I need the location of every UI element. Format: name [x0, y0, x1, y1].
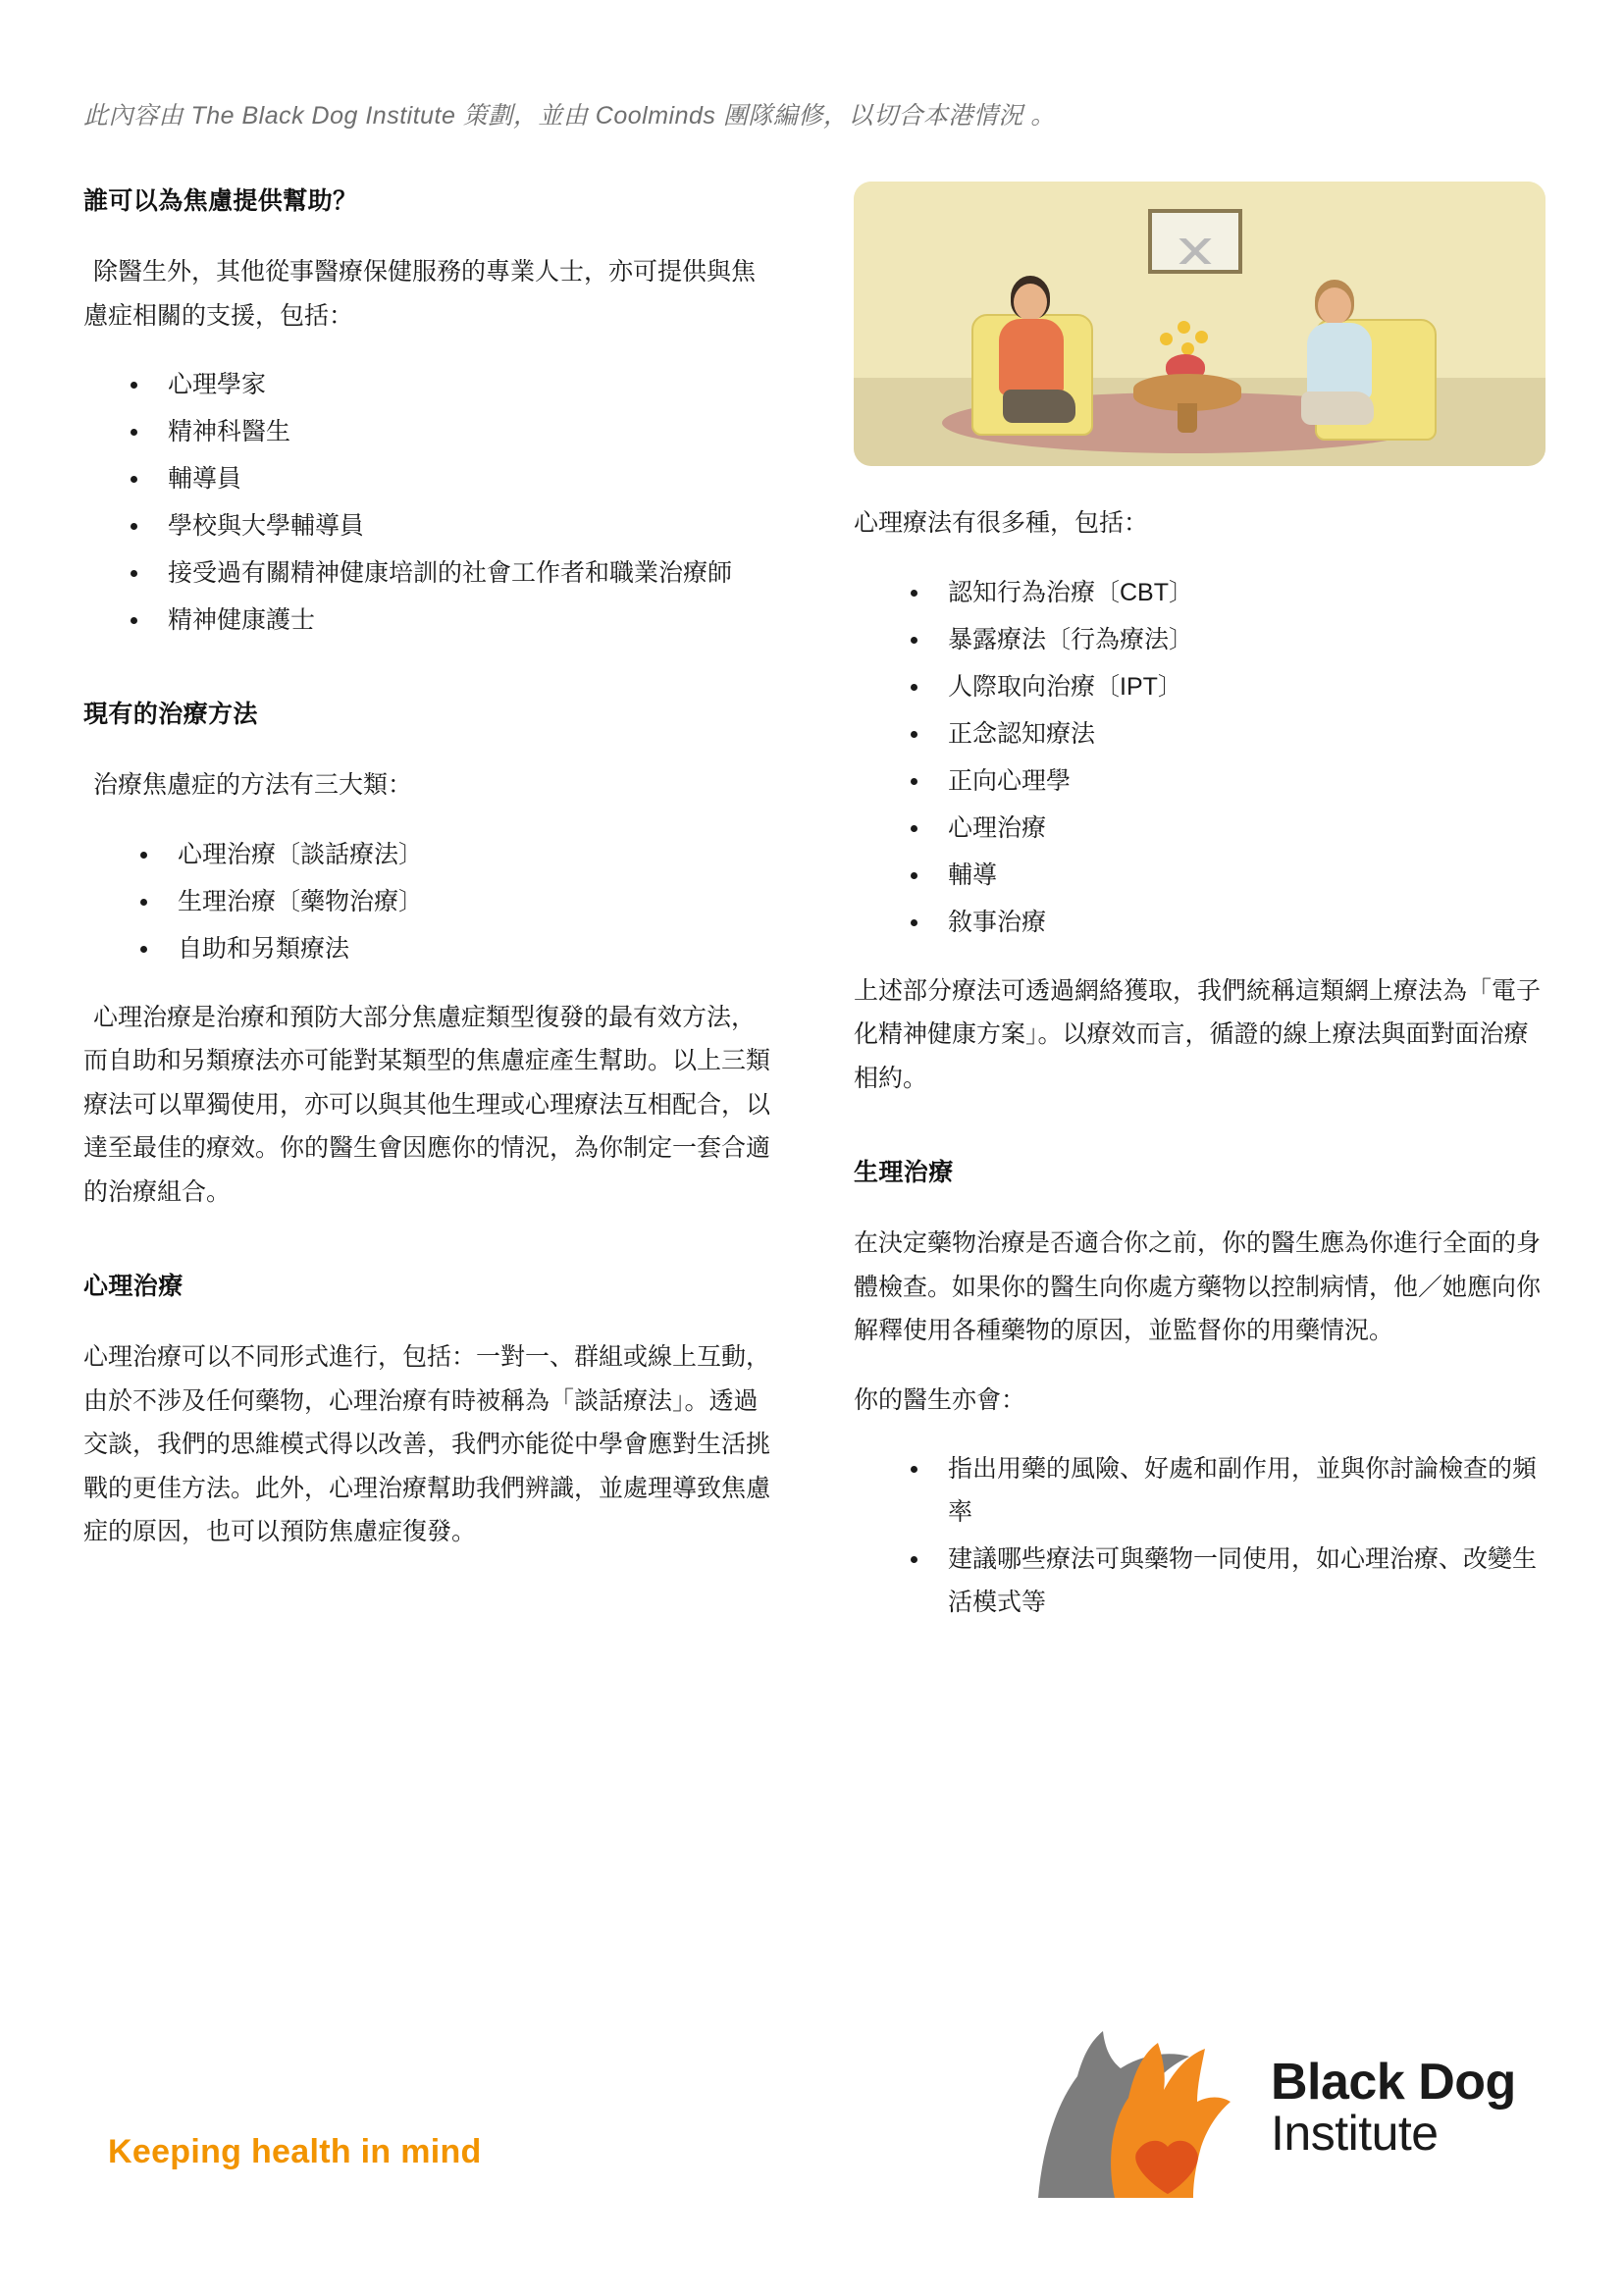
list-item: 生理治療〔藥物治療〕 — [83, 880, 770, 923]
list-helper-professions — [83, 363, 770, 642]
list-item: 心理治療 — [854, 807, 1545, 850]
list-item: 自助和另類療法 — [83, 927, 770, 970]
list-item: 接受過有關精神健康培訓的社會工作者和職業治療師 — [83, 551, 770, 595]
list-item: 敘事治療 — [854, 901, 1545, 944]
person-head — [1014, 284, 1047, 321]
person-head — [1318, 287, 1351, 325]
logo-line-1: Black Dog — [1271, 2054, 1516, 2111]
black-dog-institute-logo — [1021, 2006, 1541, 2221]
logo-line-2: Institute — [1271, 2106, 1439, 2162]
paragraph-who-can-help-intro: 除醫生外，其他從事醫療保健服務的專業人士，亦可提供與焦慮症相關的支援，包括： — [83, 258, 757, 330]
list-item: 精神健康護士 — [83, 599, 770, 642]
list-item: 輔導員 — [83, 457, 770, 500]
list-item: 人際取向治療〔IPT〕 — [854, 665, 1545, 708]
paragraph-physical-treatment-body: 在決定藥物治療是否適合你之前，你的醫生應為你進行全面的身體檢查。如果你的醫生向你處方藥物以控制病情，他／她應向你解釋使用各種藥物的原因，並監督你的用藥情況。 — [854, 1229, 1542, 1344]
logo-wordmark — [1271, 2054, 1516, 2162]
two-column-body — [83, 182, 1545, 2046]
list-item: 正念認知療法 — [854, 712, 1545, 756]
paragraph-treatments-body: 心理治療是治療和預防大部分焦慮症類型復發的最有效方法，而自助和另類療法亦可能對某類型的焦慮症產生幫助。以上三類療法可以單獨使用，亦可以與其他生理或心理療法互相配合，以達至最佳的療效。你的醫生會因應你的情況，為你制定一套合適的治療組合。 — [83, 1003, 771, 1206]
right-column — [854, 182, 1545, 1649]
person-torso — [1307, 323, 1372, 399]
footer-tagline: Keeping health in mind — [108, 2133, 482, 2170]
list-item: 輔導 — [854, 854, 1545, 897]
paragraph-psychological-therapy-body: 心理治療可以不同形式進行，包括：一對一、群組或線上互動，由於不涉及任何藥物，心理治療有時被稱為「談話療法」。透過交談，我們的思維模式得以改善，我們亦能從中學會應對生活挑戰的更佳方法。此外，心理治療幫助我們辨識，並處理導致焦慮症的原因，也可以預防焦慮症復發。 — [83, 1343, 771, 1545]
list-item: 暴露療法〔行為療法〕 — [854, 618, 1545, 661]
list-doctor-responsibilities — [854, 1447, 1545, 1624]
paragraph-treatments-intro: 治療焦慮症的方法有三大類： — [93, 771, 413, 799]
therapy-session-illustration — [854, 182, 1545, 466]
list-therapy-types — [854, 571, 1545, 944]
list-item: 精神科醫生 — [83, 410, 770, 453]
list-item: 認知行為治療〔CBT〕 — [854, 571, 1545, 614]
paragraph-therapies-intro: 心理療法有很多種，包括： — [854, 509, 1149, 537]
person-legs — [1301, 391, 1374, 425]
heading-who-can-help: 誰可以為焦慮提供幫助？ — [83, 187, 358, 215]
left-column — [83, 182, 770, 1580]
person-legs — [1003, 390, 1075, 423]
heading-available-treatments: 現有的治療方法 — [83, 701, 258, 728]
illustration-table-leg — [1178, 403, 1197, 433]
paragraph-online-therapy: 上述部分療法可透過網絡獲取，我們統稱這類網上療法為「電子化精神健康方案」。以療效而言，循證的線上療法與面對面治療相約。 — [854, 976, 1542, 1092]
list-treatment-types — [83, 833, 770, 970]
list-item: 心理學家 — [83, 363, 770, 406]
list-item: 心理治療〔談話療法〕 — [83, 833, 770, 876]
list-item: 學校與大學輔導員 — [83, 504, 770, 548]
picture-frame-icon — [1148, 209, 1242, 274]
source-attribution-note: 此內容由 The Black Dog Institute 策劃，並由 Coolminds 團隊編修，以切合本港情況 。 — [83, 102, 1056, 130]
person-torso — [999, 319, 1064, 395]
paragraph-doctor-intro: 你的醫生亦會： — [854, 1385, 1026, 1414]
list-item: 正向心理學 — [854, 759, 1545, 803]
heading-psychological-therapy: 心理治療 — [83, 1273, 183, 1300]
dog-hand-logo-icon — [1021, 2006, 1246, 2221]
heading-physical-treatment: 生理治療 — [854, 1159, 954, 1186]
list-item: 建議哪些療法可與藥物一同使用，如心理治療、改變生活模式等 — [854, 1538, 1545, 1624]
list-item: 指出用藥的風險、好處和副作用，並與你討論檢查的頻率 — [854, 1447, 1545, 1534]
